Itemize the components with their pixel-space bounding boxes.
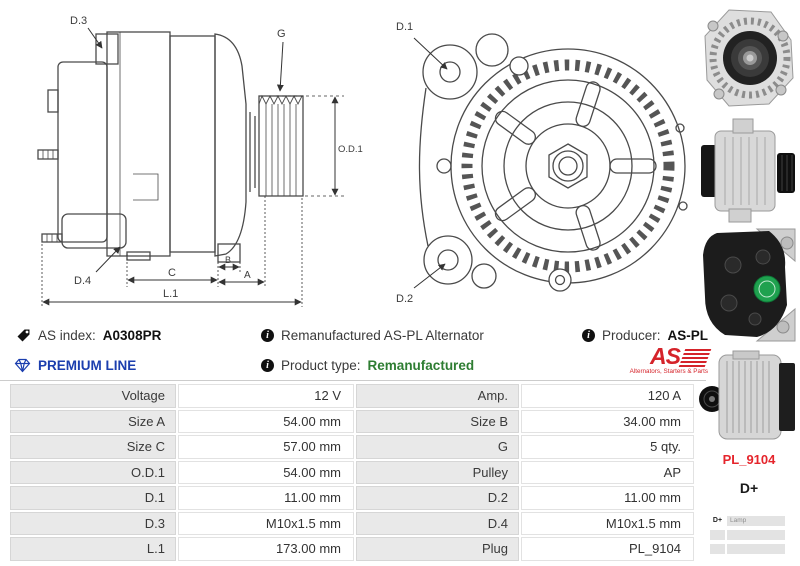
info-icon: i: [261, 329, 274, 342]
spec-label: Size C: [10, 435, 176, 459]
product-description: [261, 326, 484, 344]
dim-label-a: A: [244, 270, 251, 281]
legend-function: [727, 530, 785, 540]
spec-value: 34.00 mm: [521, 410, 694, 434]
product-type-value: Remanufactured: [367, 357, 475, 373]
as-pl-logo: [612, 345, 708, 375]
premium-line-label: PREMIUM LINE: [38, 357, 137, 373]
spec-value: M10x1.5 mm: [521, 512, 694, 536]
spec-label: Pulley: [356, 461, 519, 485]
plug-code: PL_9104: [722, 452, 776, 467]
producer: [582, 326, 708, 344]
alternator-side-diagram: [30, 4, 365, 317]
product-photo-angled[interactable]: [698, 349, 800, 445]
diamond-icon: [14, 358, 31, 373]
premium-line: [14, 356, 136, 374]
spec-label: D.4: [356, 512, 519, 536]
dim-label-b: B: [225, 255, 232, 265]
dim-label-d1: D.1: [396, 21, 414, 33]
info-icon: i: [582, 329, 595, 342]
spec-value: 57.00 mm: [178, 435, 354, 459]
legend-row: [710, 516, 785, 526]
legend-pin: [710, 530, 725, 540]
spec-label: Amp.: [356, 384, 519, 408]
spec-label: O.D.1: [10, 461, 176, 485]
product-photo-front[interactable]: [698, 6, 800, 110]
dim-label-od1: O.D.1: [338, 144, 363, 155]
spec-label: Voltage: [10, 384, 176, 408]
as-pl-logo-text: AS: [650, 343, 680, 369]
legend-row: [710, 544, 785, 554]
spec-label: D.3: [10, 512, 176, 536]
tag-icon: [16, 328, 31, 343]
as-index: [16, 326, 161, 344]
alternator-front-outline: [419, 34, 687, 291]
plug-pinout-legend: [710, 516, 785, 558]
spec-value: 12 V: [178, 384, 354, 408]
legend-function: [727, 544, 785, 554]
legend-function: Lamp: [727, 516, 785, 526]
spec-label: D.1: [10, 486, 176, 510]
dim-label-l1: L.1: [163, 288, 179, 300]
alternator-side-outline: [38, 32, 303, 262]
green-sticker: [754, 276, 780, 302]
dim-label-d2: D.2: [396, 293, 414, 305]
alternator-front-diagram: [388, 8, 698, 310]
divider-line: [0, 380, 706, 381]
product-type: [261, 356, 474, 374]
as-pl-logo-tagline: Alternators, Starters & Parts: [629, 368, 708, 375]
spec-value: M10x1.5 mm: [178, 512, 354, 536]
spec-value: 54.00 mm: [178, 461, 354, 485]
spec-value: PL_9104: [521, 537, 694, 561]
plug-terminal: D+: [739, 480, 759, 496]
legend-pin: [710, 544, 725, 554]
spec-value: 173.00 mm: [178, 537, 354, 561]
spec-value: 5 qty.: [521, 435, 694, 459]
as-pl-logo-stripes: [679, 349, 712, 367]
dim-label-d3: D.3: [70, 15, 88, 27]
spec-label: G: [356, 435, 519, 459]
product-photo-rear[interactable]: [698, 227, 800, 345]
spec-value: 11.00 mm: [178, 486, 354, 510]
dim-label-d4: D.4: [74, 275, 92, 287]
description-text: Remanufactured AS-PL Alternator: [281, 327, 484, 343]
spec-label: D.2: [356, 486, 519, 510]
spec-label: L.1: [10, 537, 176, 561]
spec-label: Size B: [356, 410, 519, 434]
side-dimension-lines: [42, 28, 344, 307]
spec-value: 54.00 mm: [178, 410, 354, 434]
product-photo-side[interactable]: [698, 115, 800, 225]
legend-pin: D+: [712, 517, 723, 524]
product-type-label: Product type:: [281, 357, 361, 373]
spec-label: Plug: [356, 537, 519, 561]
dim-label-c: C: [168, 267, 176, 279]
info-icon: i: [261, 359, 274, 372]
dim-label-g: G: [277, 28, 286, 40]
producer-value: AS-PL: [667, 327, 709, 343]
spec-label: Size A: [10, 410, 176, 434]
spec-value: 120 A: [521, 384, 694, 408]
spec-table: [10, 384, 694, 561]
spec-value: AP: [521, 461, 694, 485]
spec-value: 11.00 mm: [521, 486, 694, 510]
legend-row: [710, 530, 785, 540]
as-index-label: AS index:: [38, 327, 96, 343]
as-index-value: A0308PR: [102, 327, 162, 343]
producer-label: Producer:: [602, 327, 661, 343]
